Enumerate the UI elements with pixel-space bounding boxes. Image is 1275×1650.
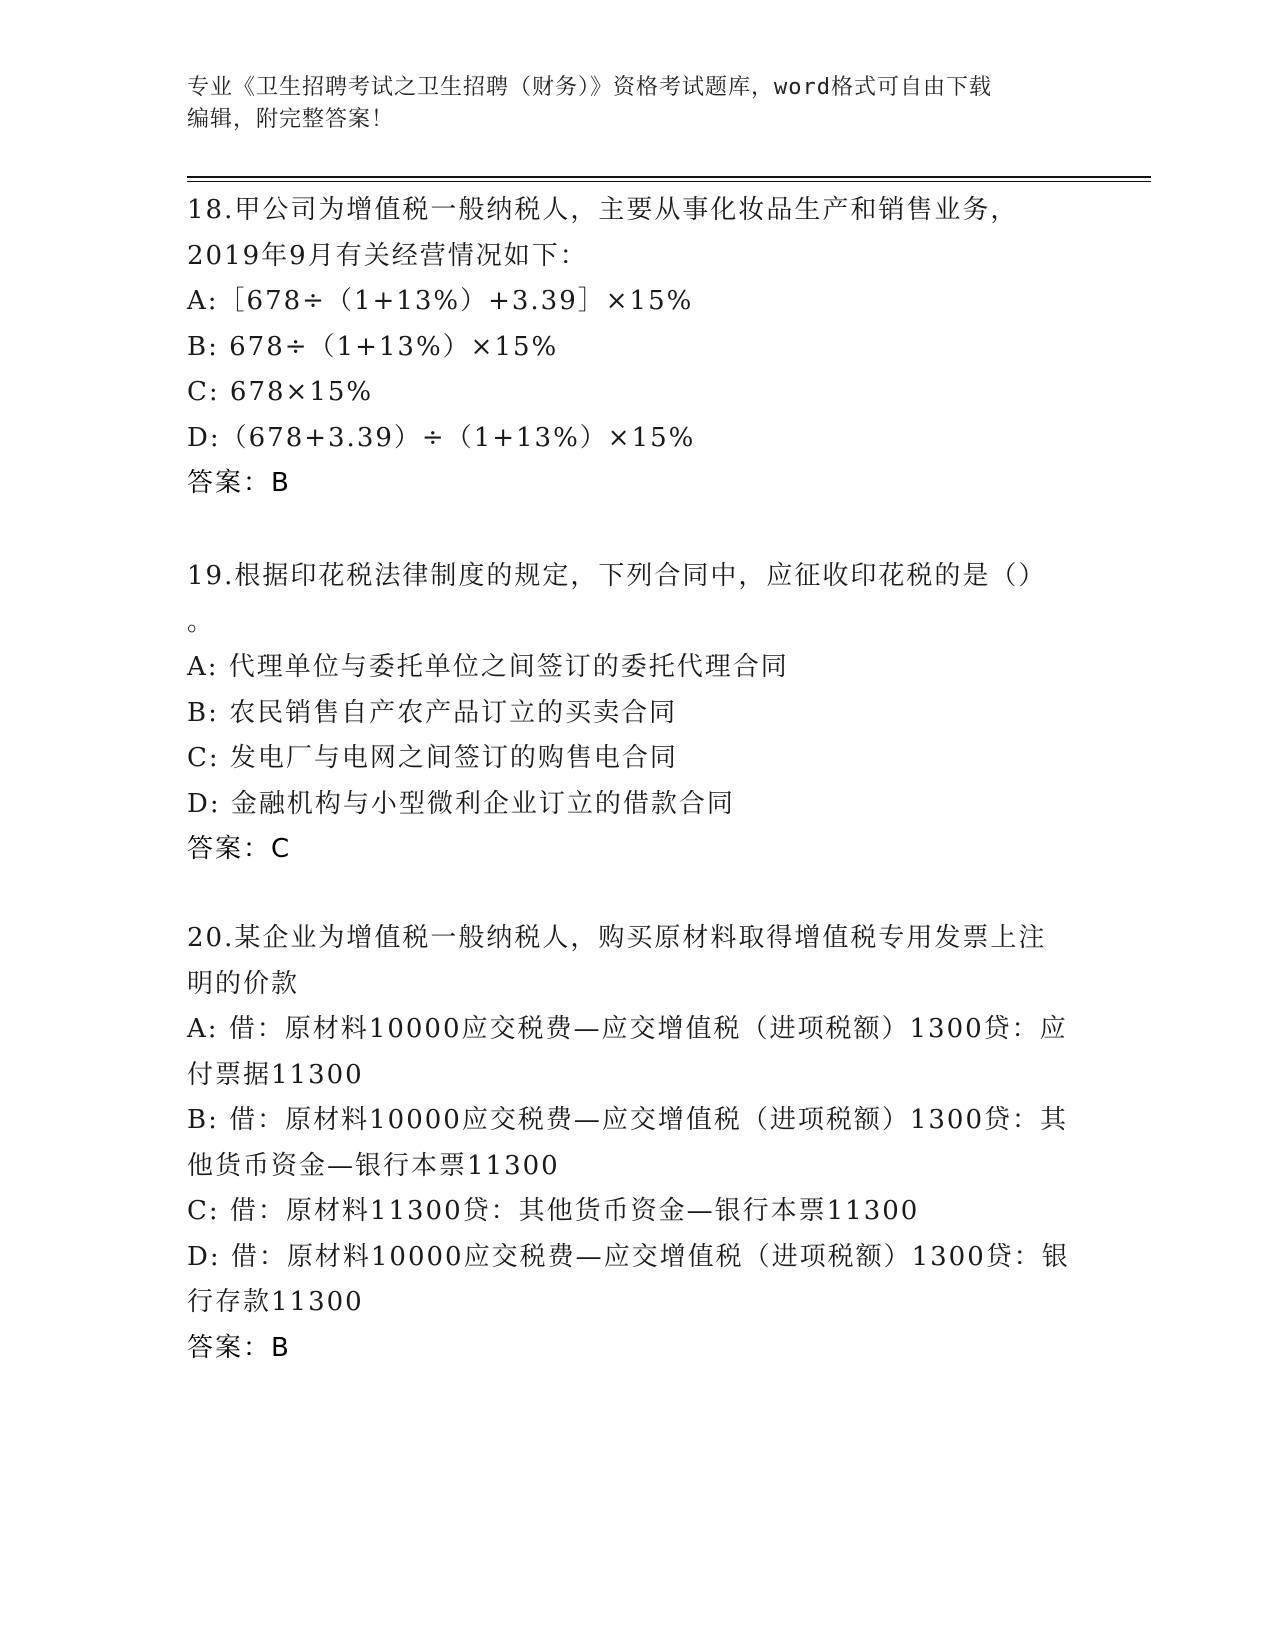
answer-line: 答案：B [187, 468, 291, 498]
option-c: C: 借：原材料11300贷：其他货币资金—银行本票11300 [187, 1196, 920, 1226]
option-a-continued: 付票据11300 [187, 1059, 364, 1090]
option-c: C: 678×15% [187, 377, 374, 407]
question-stem: 2019年9月有关经营情况如下： [187, 240, 588, 271]
answer-line: 答案：B [187, 1332, 291, 1363]
option-d-continued: 行存款11300 [187, 1287, 364, 1317]
option-b: B: 借：原材料10000应交税费—应交增值税（进项税额）1300贷：其 [187, 1105, 1069, 1135]
header-line: 编辑，附完整答案！ [187, 107, 395, 132]
question-19 [187, 554, 1087, 872]
question-stem: 19.根据印花税法律制度的规定，下列合同中，应征收印花税的是（） [187, 561, 1047, 591]
option-d: D: 金融机构与小型微利企业订立的借款合同 [187, 788, 735, 819]
option-a: A:［678÷（1+13%）+3.39］×15% [187, 286, 694, 316]
question-stem: 明的价款 [187, 968, 300, 999]
option-d: D: 借：原材料10000应交税费—应交增值税（进项税额）1300贷：银 [187, 1241, 1070, 1272]
option-b: B: 农民销售自产农产品订立的买卖合同 [187, 697, 678, 728]
option-b-continued: 他货币资金—银行本票11300 [187, 1150, 560, 1181]
option-a: A: 代理单位与委托单位之间签订的委托代理合同 [187, 652, 789, 682]
option-a: A: 借：原材料10000应交税费—应交增值税（进项税额）1300贷：应 [187, 1014, 1068, 1044]
question-18 [187, 188, 1087, 506]
question-stem: 20.某企业为增值税一般纳税人，购买原材料取得增值税专用发票上注 [187, 923, 1047, 953]
header-line: 专业《卫生招聘考试之卫生招聘（财务）》资格考试题库，word格式可自由下载 [187, 75, 992, 100]
option-b: B: 678÷（1+13%）×15% [187, 331, 559, 362]
option-d: D:（678+3.39）÷（1+13%）×15% [187, 422, 696, 453]
header-divider [187, 176, 1151, 178]
question-stem: 。 [187, 606, 216, 637]
answer-line: 答案：C [187, 834, 292, 864]
document-header [187, 72, 1067, 136]
option-c: C: 发电厂与电网之间签订的购售电合同 [187, 743, 678, 773]
question-stem: 18.甲公司为增值税一般纳税人，主要从事化妆品生产和销售业务， [187, 195, 1019, 225]
question-20 [187, 916, 1087, 1371]
header-divider [187, 181, 1151, 182]
